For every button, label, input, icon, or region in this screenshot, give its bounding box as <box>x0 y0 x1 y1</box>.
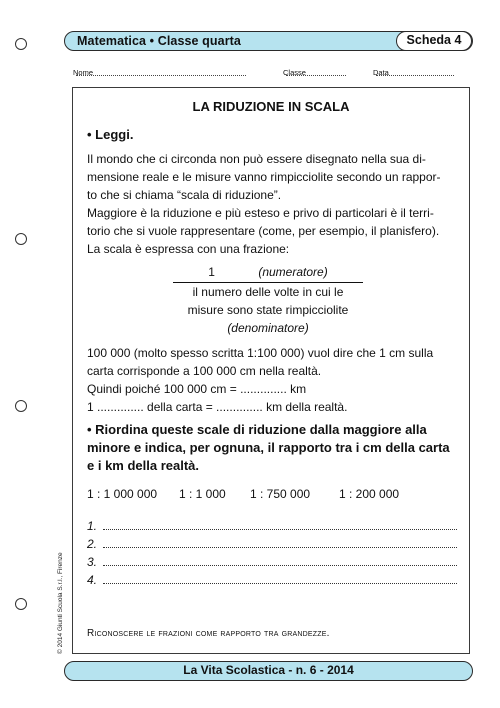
scale-item: 1 : 200 000 <box>339 487 400 501</box>
sheet-number-badge: Scheda 4 <box>396 31 472 51</box>
scale-item: 1 : 1 000 000 <box>87 487 158 501</box>
fraction-denominator: il numero delle volte in cui le misure sono state rimpicciolite (denominatore) <box>187 285 349 335</box>
name-label: Nome <box>73 68 94 77</box>
class-label: Classe <box>283 68 306 77</box>
worksheet-box <box>72 87 470 654</box>
name-field[interactable] <box>76 68 246 76</box>
class-field[interactable] <box>286 68 346 76</box>
header-bar <box>64 31 473 51</box>
scales-list <box>87 487 457 505</box>
binder-hole-top <box>15 38 27 50</box>
worksheet-title: LA RIDUZIONE IN SCALA <box>192 99 350 114</box>
read-instruction: • Leggi. <box>87 127 134 142</box>
scale-item: 1 : 1 000 <box>179 487 226 501</box>
fraction-numerator: 1 (numeratore) <box>173 263 363 283</box>
answer-line-3[interactable]: 3. <box>87 555 457 571</box>
binder-hole-lower-middle <box>15 400 27 412</box>
answer-line-4[interactable]: 4. <box>87 573 457 589</box>
answer-line-1[interactable]: 1. <box>87 519 457 535</box>
student-info-row <box>73 68 473 80</box>
subject-title: Matematica • Classe quarta <box>77 34 241 48</box>
date-label: Data <box>373 68 389 77</box>
date-field[interactable] <box>376 68 454 76</box>
binder-hole-bottom <box>15 598 27 610</box>
answer-line-2[interactable]: 2. <box>87 537 457 553</box>
scale-item: 1 : 750 000 <box>250 487 311 501</box>
copyright-notice: © 2014 Giunti Scuola S.r.l., Firenze <box>57 552 64 654</box>
scale-fraction <box>173 263 363 337</box>
binder-hole-upper-middle <box>15 233 27 245</box>
learning-objective: Riconoscere le frazioni come rapporto tra grandezze. <box>87 628 330 639</box>
reorder-instruction: • Riordina queste scale di riduzione dalla maggiore alla minore e indica, per ognuna, il rapporto tra i cm della carta e i km della realtà. <box>87 422 450 473</box>
example-paragraph: 100 000 (molto spesso scritta 1:100 000) vuol dire che 1 cm sulla carta corrisponde a 100 000 cm nella realtà. Quindi poiché 100 000 cm = .............. km 1 .............. della carta = .............. km della realtà. <box>87 346 434 414</box>
intro-paragraph: Il mondo che ci circonda non può essere disegnato nella sua di- mensione reale e le misure vanno rimpicciolite secondo un rappor- to che si chiama “scala di riduzione”. Maggiore è la riduzione e più esteso e privo di particolari è il terri- torio che si vuole rappresentare (come, per esempio, il planisfero). La scala è espressa con una frazione: <box>87 152 441 256</box>
footer-bar: La Vita Scolastica - n. 6 - 2014 <box>64 661 473 681</box>
